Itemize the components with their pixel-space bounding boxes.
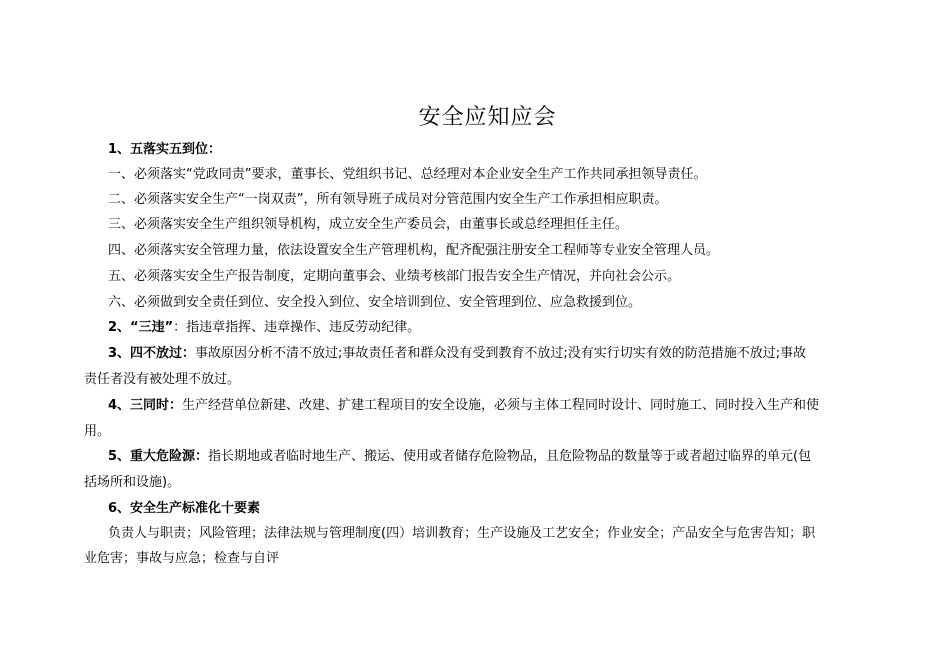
list-item: 六、必须做到安全责任到位、安全投入到位、安全培训到位、安全管理到位、应急救援到位。: [108, 295, 642, 310]
section-4-heading: 4、三同时：: [108, 398, 183, 413]
section-5-line-2: 括场所和设施)。: [84, 475, 181, 490]
section-4-text: 生产经营单位新建、改建、扩建工程项目的安全设施，必须与主体工程同时设计、同时施工、同时投入生产和使: [182, 398, 820, 413]
list-item: 五、必须落实安全生产报告制度，定期向董事会、业绩考核部门报告安全生产情况，并向社会公示。: [108, 269, 681, 284]
section-2: [108, 319, 420, 337]
section-2-text: ：指违章指挥、违章操作、违反劳动纪律。: [173, 320, 421, 335]
section-3-heading: 3、四不放过：: [108, 346, 196, 361]
section-6-line-2: 业危害；事故与应急；检查与自评: [84, 551, 280, 566]
document-title: 安全应知应会: [418, 105, 557, 130]
section-3-line-2: 责任者没有被处理不放过。: [84, 372, 241, 387]
section-4-line-2: 用。: [84, 424, 111, 439]
section-1-heading: 1、五落实五到位：: [108, 142, 222, 157]
section-5-text: 指长期地或者临时地生产、搬运、使用或者储存危险物品，且危险物品的数量等于或者超过临界的单元(包: [208, 449, 812, 464]
section-6-line-1: 负责人与职责；风险管理；法律法规与管理制度(四）培训教育；生产设施及工艺安全；作业安全；产品安全与危害告知；职: [108, 526, 816, 541]
section-5-heading: 5、重大危险源：: [108, 449, 209, 464]
section-4-line-1: [108, 397, 819, 415]
section-2-heading: 2、“三违”: [108, 320, 174, 335]
list-item: 一、必须落实“党政同责”要求，董事长、党组织书记、总经理对本企业安全生产工作共同承担领导责任。: [108, 167, 707, 182]
section-5-line-1: [108, 448, 811, 466]
section-6-heading: 6、安全生产标准化十要素: [108, 501, 261, 516]
list-item: 四、必须落实安全管理力量，依法设置安全生产管理机构，配齐配强注册安全工程师等专业安全管理人员。: [108, 243, 720, 258]
section-3-text: 事故原因分析不清不放过;事故责任者和群众没有受到教育不放过;没有实行切实有效的防范措施不放过;事故: [195, 346, 807, 361]
section-3-line-1: [108, 345, 806, 363]
list-item: 二、必须落实安全生产“一岗双责”，所有领导班子成员对分管范围内安全生产工作承担相应职责。: [108, 192, 668, 207]
list-item: 三、必须落实安全生产组织领导机构，成立安全生产委员会，由董事长或总经理担任主任。: [108, 217, 629, 232]
